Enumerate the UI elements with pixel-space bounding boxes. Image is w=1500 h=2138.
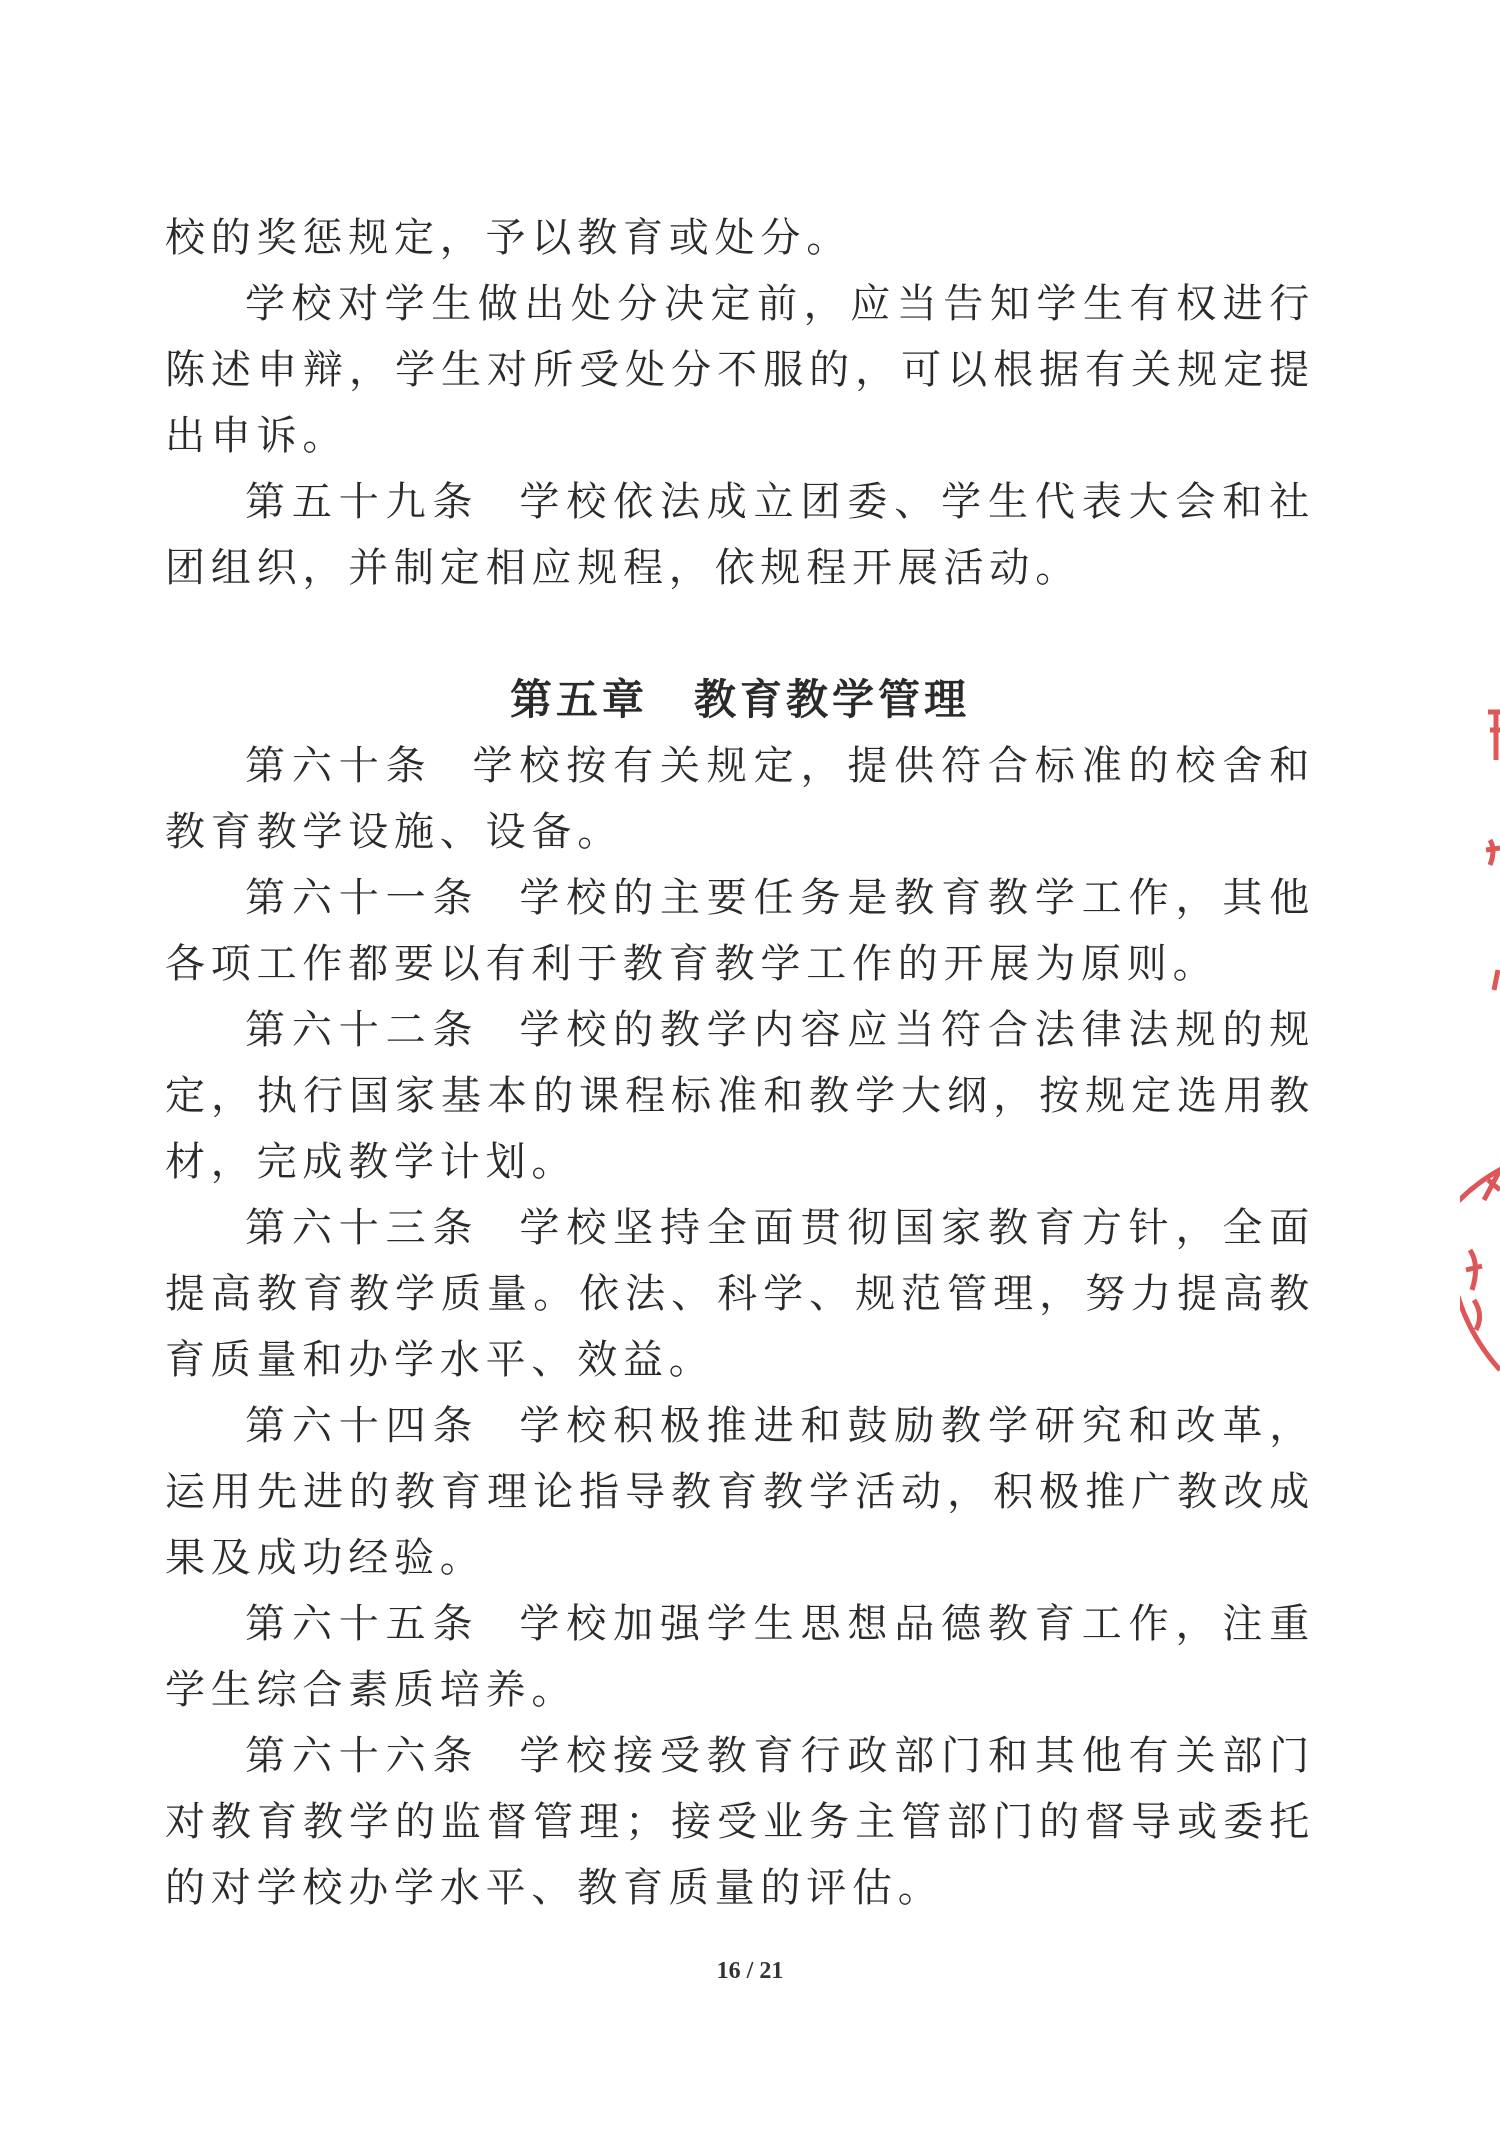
paragraph-appeal [165, 271, 1315, 469]
article-60 [165, 733, 1315, 865]
article-text: 学校坚持全面贯彻国家教育方针，全面提高教育教学质量。依法、科学、规范管理，努力提高教育质量和办学水平、效益。 [165, 1205, 1316, 1383]
chapter-number: 第五章 [509, 675, 648, 724]
article-text: 学校的主要任务是教育教学工作，其他各项工作都要以有利于教育教学工作的开展为原则。 [165, 875, 1316, 987]
page-content [165, 205, 1315, 1921]
article-63 [165, 1195, 1315, 1393]
article-number: 第六十四条 [245, 1403, 480, 1449]
article-62 [165, 997, 1315, 1195]
paragraph-text: 校的奖惩规定，予以教育或处分。 [165, 215, 852, 261]
article-64 [165, 1393, 1315, 1591]
article-number: 第六十二条 [245, 1007, 480, 1053]
official-seal-fragment [1460, 690, 1500, 1430]
article-number: 第六十三条 [245, 1205, 480, 1251]
article-number: 第五十九条 [245, 479, 480, 525]
paragraph-text: 学校对学生做出处分决定前，应当告知学生有权进行陈述申辩，学生对所受处分不服的，可以根据有关规定提出申诉。 [165, 281, 1315, 459]
article-text: 学校积极推进和鼓励教学研究和改革，运用先进的教育理论指导教育教学活动，积极推广教改成果及成功经验。 [165, 1403, 1316, 1581]
article-59 [165, 469, 1315, 601]
article-66 [165, 1723, 1315, 1921]
page-number: 16 / 21 [716, 1958, 784, 1984]
article-65 [165, 1591, 1315, 1723]
article-number: 第六十条 [245, 743, 433, 789]
chapter-title: 教育教学管理 [694, 675, 971, 724]
article-number: 第六十一条 [245, 875, 480, 921]
article-text: 学校按有关规定，提供符合标准的校舍和教育教学设施、设备。 [165, 743, 1315, 855]
seal-stamp-icon [1460, 690, 1500, 1430]
paragraph-continuation [165, 205, 1315, 271]
article-text: 学校的教学内容应当符合法律法规的规定，执行国家基本的课程标准和教学大纲，按规定选用教材，完成教学计划。 [165, 1007, 1316, 1185]
chapter-heading [165, 667, 1315, 733]
article-61 [165, 865, 1315, 997]
article-text: 学校加强学生思想品德教育工作，注重学生综合素质培养。 [165, 1601, 1316, 1713]
article-number: 第六十五条 [245, 1601, 480, 1647]
article-text: 学校依法成立团委、学生代表大会和社团组织，并制定相应规程，依规程开展活动。 [165, 479, 1316, 591]
article-number: 第六十六条 [245, 1733, 480, 1779]
article-text: 学校接受教育行政部门和其他有关部门对教育教学的监督管理；接受业务主管部门的督导或委托的对学校办学水平、教育质量的评估。 [165, 1733, 1316, 1911]
